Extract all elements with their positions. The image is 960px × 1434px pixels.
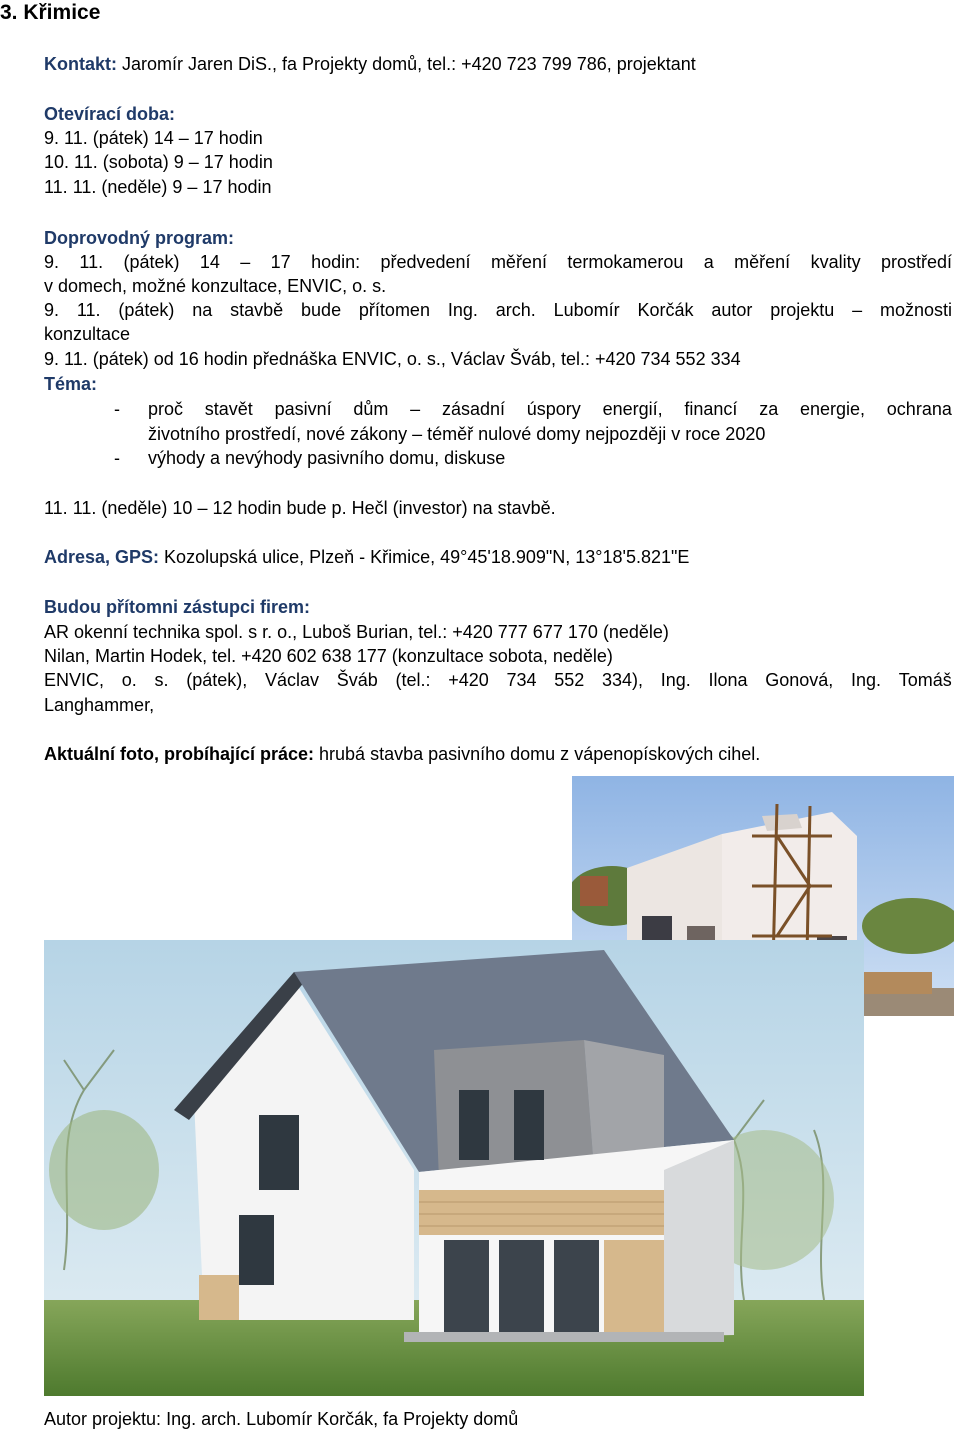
word: 14 xyxy=(199,252,220,272)
topic-bullet-1b: životního prostředí, nové zákony – téměř nulové domy nejpozději v roce 2020 xyxy=(148,424,766,444)
word: o. xyxy=(121,670,137,690)
firms-line: Langhammer, xyxy=(44,695,155,715)
contact-label: Kontakt: xyxy=(44,54,117,74)
word: proč xyxy=(148,399,184,419)
firms-line: Nilan, Martin Hodek, tel. +420 602 638 177 (konzultace sobota, neděle) xyxy=(44,646,613,666)
word: přítomen xyxy=(358,300,430,320)
word: (pátek) xyxy=(118,300,175,320)
opening-label: Otevírací doba: xyxy=(44,104,176,124)
word: Ing. xyxy=(851,670,882,690)
word: hodin: xyxy=(311,252,361,272)
word: (pátek), xyxy=(186,670,248,690)
word: ENVIC, xyxy=(44,670,105,690)
image-caption: Autor projektu: Ing. arch. Lubomír Korčák, fa Projekty domů xyxy=(44,1409,519,1429)
word: bude xyxy=(301,300,342,320)
word: za xyxy=(759,399,779,419)
word: – xyxy=(852,300,863,320)
word: měření xyxy=(490,252,547,272)
word: stavět xyxy=(204,399,253,419)
word: 552 xyxy=(554,670,585,690)
word: Ing. xyxy=(660,670,691,690)
word: Ilona xyxy=(708,670,748,690)
program-line-3 xyxy=(44,299,952,321)
address-line xyxy=(44,546,689,568)
word: 11. xyxy=(79,252,104,272)
word: energie, xyxy=(799,399,866,419)
word: – xyxy=(410,399,421,419)
firms-label: Budou přítomni zástupci firem: xyxy=(44,597,311,617)
word: měření xyxy=(734,252,791,272)
investor-line: 11. 11. (neděle) 10 – 12 hodin bude p. Hečl (investor) na stavbě. xyxy=(44,498,556,518)
word: – xyxy=(240,252,251,272)
bullet-marker: - xyxy=(114,448,120,468)
page-title: 3. Křimice xyxy=(0,1,101,24)
word: financí xyxy=(684,399,738,419)
word: Gonová, xyxy=(765,670,834,690)
photo-note-line xyxy=(44,743,760,765)
word: stavbě xyxy=(230,300,284,320)
word: autor xyxy=(711,300,753,320)
word: projektu xyxy=(770,300,835,320)
firms-line: AR okenní technika spol. s r. o., Luboš Burian, tel.: +420 777 677 170 (neděle) xyxy=(44,622,669,642)
opening-line: 10. 11. (sobota) 9 – 17 hodin xyxy=(44,152,273,172)
firms-line-3 xyxy=(44,669,952,691)
word: možnosti xyxy=(879,300,952,320)
word: +420 xyxy=(448,670,489,690)
word: Ing. xyxy=(447,300,478,320)
word: dům xyxy=(353,399,389,419)
word: arch. xyxy=(495,300,536,320)
word: prostředí xyxy=(880,252,952,272)
word: Korčák xyxy=(637,300,694,320)
photo-note-label: Aktuální foto, probíhající práce: xyxy=(44,744,315,764)
word: na xyxy=(192,300,213,320)
bullet-marker: - xyxy=(114,399,120,419)
word: úspory xyxy=(526,399,581,419)
opening-line: 11. 11. (neděle) 9 – 17 hodin xyxy=(44,177,272,197)
program-line-1 xyxy=(44,251,952,273)
word: (tel.: xyxy=(395,670,431,690)
word: Šváb xyxy=(336,670,378,690)
contact-text: Jaromír Jaren DiS., fa Projekty domů, tel.: +420 723 799 786, projektant xyxy=(117,54,696,74)
word: energií, xyxy=(602,399,663,419)
program-line-4: konzultace xyxy=(44,324,131,344)
word: předvedení xyxy=(380,252,471,272)
word: Tomáš xyxy=(898,670,952,690)
word: 734 xyxy=(506,670,537,690)
program-label: Doprovodný program: xyxy=(44,228,235,248)
word: 9. xyxy=(44,300,60,320)
topic-label: Téma: xyxy=(44,374,98,394)
opening-line: 9. 11. (pátek) 14 – 17 hodin xyxy=(44,128,263,148)
word: ochrana xyxy=(886,399,952,419)
word: termokamerou xyxy=(567,252,684,272)
program-line-5: 9. 11. (pátek) od 16 hodin přednáška ENVIC, o. s., Václav Šváb, tel.: +420 734 552 334 xyxy=(44,349,741,369)
word: Václav xyxy=(264,670,319,690)
house-rendering xyxy=(44,940,864,1396)
word: (pátek) xyxy=(123,252,180,272)
photo-note-text: hrubá stavba pasivního domu z vápenopískových cihel. xyxy=(314,744,761,764)
word: 11. xyxy=(76,300,101,320)
word: kvality xyxy=(810,252,861,272)
contact-line xyxy=(44,53,696,75)
word: s. xyxy=(154,670,169,690)
address-label: Adresa, GPS: xyxy=(44,547,160,567)
word: pasivní xyxy=(274,399,332,419)
word: zásadní xyxy=(441,399,505,419)
word: a xyxy=(703,252,714,272)
word: 9. xyxy=(44,252,60,272)
topic-bullet-1a xyxy=(148,398,952,420)
address-text: Kozolupská ulice, Plzeň - Křimice, 49°45'18.909"N, 13°18'5.821"E xyxy=(159,547,690,567)
word: Lubomír xyxy=(553,300,620,320)
program-line-2: v domech, možné konzultace, ENVIC, o. s. xyxy=(44,276,387,296)
topic-bullet-2: výhody a nevýhody pasivního domu, diskuse xyxy=(148,448,506,468)
word: 17 xyxy=(270,252,291,272)
word: 334), xyxy=(601,670,644,690)
